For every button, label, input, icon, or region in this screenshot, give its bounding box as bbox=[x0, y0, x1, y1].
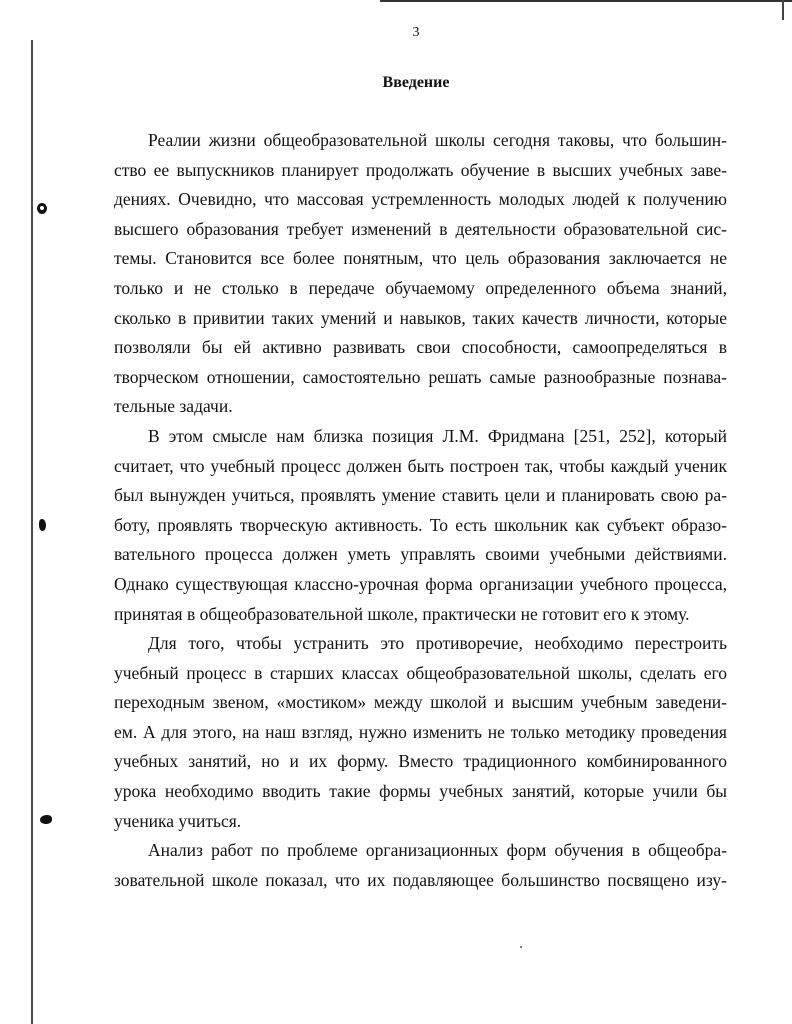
text-line: боту, проявлять творческую активность. То есть школьник как субъект образо- bbox=[114, 514, 727, 535]
text-line: Реалии жизни общеобразовательной школы сегодня таковы, что большин- bbox=[148, 130, 727, 150]
text-line: ученика учиться. bbox=[114, 810, 242, 831]
text-line: дениях. Очевидно, что массовая устремленность молодых людей к получению bbox=[114, 189, 727, 210]
text-line: творческом отношении, самостоятельно решать самые разнообразные познава- bbox=[114, 366, 727, 387]
scan-speck bbox=[520, 946, 522, 948]
text-line: переходным звеном, «мостиком» между школой и высшим учебным заведени- bbox=[114, 692, 727, 713]
text-line: урока необходимо вводить такие формы учебных занятий, которые учили бы bbox=[114, 781, 727, 802]
scan-top-rule bbox=[380, 0, 792, 2]
paragraph bbox=[114, 422, 727, 629]
text-line: позволяли бы ей активно развивать свои способности, самоопределяться в bbox=[114, 337, 727, 358]
text-line: ем. А для этого, на наш взгляд, нужно изменить не только методику проведения bbox=[114, 721, 727, 742]
text-line: Анализ работ по проблеме организационных форм обучения в общеобра- bbox=[148, 840, 727, 861]
text-line: зовательной школе показал, что их подавляющее большинство посвящено изу- bbox=[114, 869, 727, 890]
text-line: учебный процесс в старших классах общеобразовательной школы, сделать его bbox=[114, 662, 727, 683]
ink-blot-mark bbox=[40, 815, 52, 824]
text-line: только и не столько в передаче обучаемому определенного объема знаний, bbox=[114, 277, 727, 298]
binding-hole-mark bbox=[37, 203, 47, 214]
text-line: вательного процесса должен уметь управлять своими учебными действиями. bbox=[114, 544, 727, 565]
body-text bbox=[114, 126, 727, 895]
text-line: считает, что учебный процесс должен быть построен так, чтобы каждый ученик bbox=[114, 455, 727, 476]
paragraph bbox=[114, 836, 727, 895]
text-line: тельные задачи. bbox=[114, 396, 233, 417]
page-number: 3 bbox=[412, 25, 420, 40]
text-line: Однако существующая классно-урочная форма организации учебного процесса, bbox=[114, 573, 727, 594]
text-line: ство ее выпускников планирует продолжать обучение в высших учебных заве- bbox=[114, 159, 727, 180]
paragraph bbox=[114, 629, 727, 836]
text-line: учебных занятий, но и их форму. Вместо традиционного комбинированного bbox=[114, 751, 727, 772]
scan-right-edge bbox=[782, 0, 784, 20]
text-line: В этом смысле нам близка позиция Л.М. Фридмана [251, 252], который bbox=[148, 425, 727, 446]
section-heading: Введение bbox=[382, 74, 450, 91]
text-line: Для того, чтобы устранить это противоречие, необходимо перестроить bbox=[148, 633, 727, 654]
text-line: темы. Становится все более понятным, что цель образования заключается не bbox=[114, 248, 727, 269]
ink-blot-mark bbox=[39, 519, 46, 531]
scan-left-rule bbox=[31, 40, 33, 1024]
text-line: был вынужден учиться, проявлять умение ставить цели и планировать свою ра- bbox=[114, 485, 727, 506]
text-line: принятая в общеобразовательной школе, практически не готовит его к этому. bbox=[114, 603, 690, 624]
text-line: сколько в привитии таких умений и навыков, таких качеств личности, которые bbox=[114, 307, 727, 328]
text-line: высшего образования требует изменений в деятельности образовательной сис- bbox=[114, 218, 727, 239]
paragraph bbox=[114, 126, 727, 422]
